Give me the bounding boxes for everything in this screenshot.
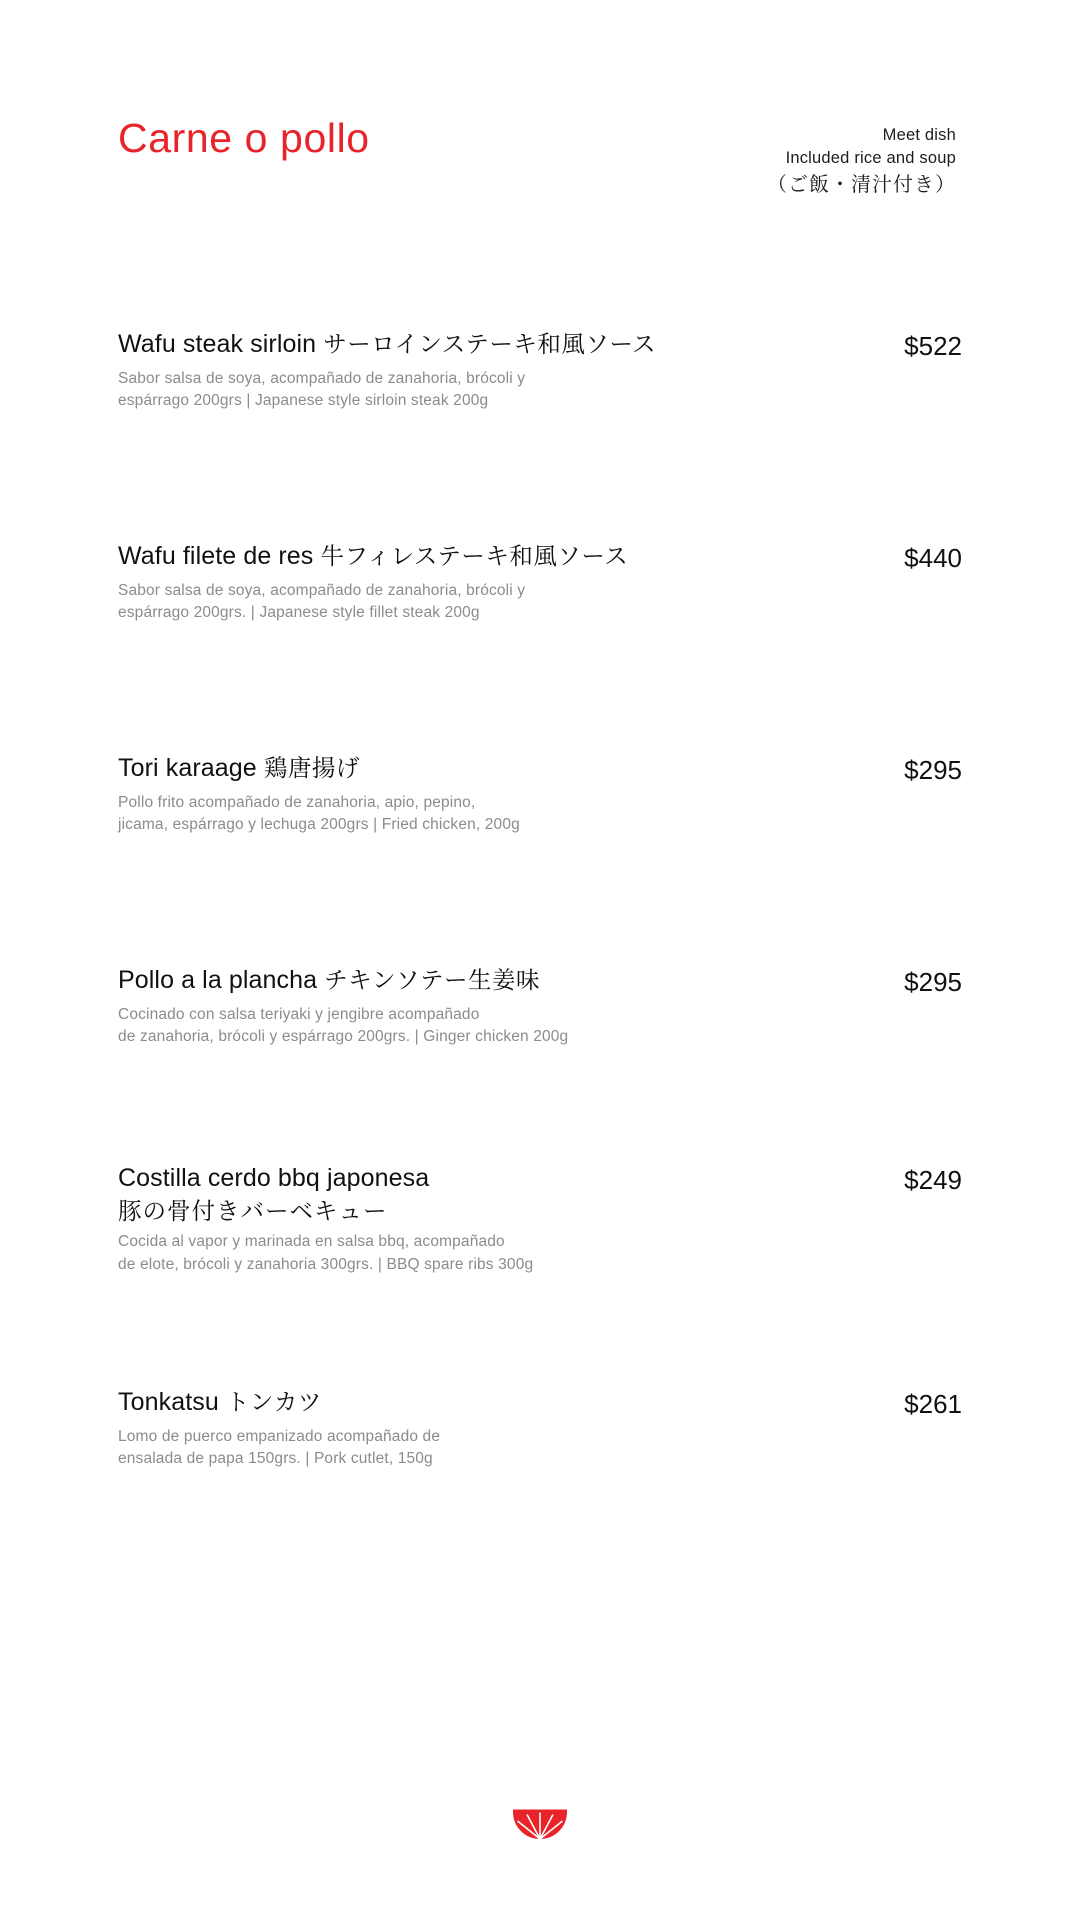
menu-item-description <box>118 368 758 413</box>
menu-item-name-jp: 牛フィレステーキ和風ソース <box>320 543 629 569</box>
menu-item-name-es: Wafu filete de res <box>118 542 321 570</box>
menu-item-names <box>118 754 360 784</box>
menu-item-description-line1: Sabor salsa de soya, acompañado de zanahoria, brócoli y <box>118 370 526 387</box>
menu-item-description-line2: espárrago 200grs. | Japanese style fillet steak 200g <box>118 604 480 622</box>
menu-item-price: $249 <box>904 1165 962 1195</box>
menu-item-names <box>118 1164 429 1225</box>
menu-item-name-es: Costilla cerdo bbq japonesa <box>118 1164 430 1192</box>
menu-item-description-line1: Pollo frito acompañado de zanahoria, apio, pepino, <box>118 794 476 811</box>
menu-item-name-es: Pollo a la plancha <box>118 966 325 994</box>
menu-item-name-jp: チキンソテー生姜味 <box>324 967 540 993</box>
menu-item-title <box>118 754 360 784</box>
menu-item-description-line2: de zanahoria, brócoli y espárrago 200grs. | Ginger chicken 200g <box>118 1028 569 1046</box>
menu-item <box>118 330 962 542</box>
menu-item <box>118 1388 962 1471</box>
menu-item-name-jp: 鶏唐揚げ <box>263 755 360 781</box>
menu-item-price: $261 <box>904 1389 962 1419</box>
menu-item-name-es: Tori karaage <box>118 754 264 782</box>
menu-item-description-line2: ensalada de papa 150grs. | Pork cutlet, 150g <box>118 1450 433 1468</box>
header-note-japanese: （ご飯・清汁付き） <box>767 173 956 196</box>
menu-item-header <box>118 966 962 998</box>
menu-item-description-line1: Cocida al vapor y marinada en salsa bbq, acompañado <box>118 1233 505 1251</box>
menu-item-names <box>118 1388 322 1418</box>
menu-item-name-es: Wafu steak sirloin <box>118 330 324 358</box>
menu-item-name-jp: 豚の骨付きバーベキュー <box>118 1197 388 1224</box>
menu-item-header <box>118 330 962 362</box>
header-note-line1: Meet dish <box>882 126 956 144</box>
menu-item-description-line2: jicama, espárrago y lechuga 200grs | Fried chicken, 200g <box>118 816 520 834</box>
menu-item-description-line1: Sabor salsa de soya, acompañado de zanahoria, brócoli y <box>118 582 526 599</box>
menu-item-description-line1: Lomo de puerco empanizado acompañado de <box>118 1428 441 1445</box>
menu-item-name-jp: トンカツ <box>225 1389 322 1415</box>
menu-item-header <box>118 754 962 786</box>
rising-sun-fan-logo-icon <box>510 1808 570 1840</box>
menu-item <box>118 1164 962 1388</box>
header-note-line2: Included rice and soup <box>785 149 956 168</box>
menu-item-header <box>118 542 962 574</box>
page-title: Carne o pollo <box>118 115 370 161</box>
menu-item-title <box>118 1164 429 1225</box>
menu-item-header <box>118 1164 962 1225</box>
menu-item-description <box>118 792 758 837</box>
menu-item-list <box>118 330 962 1471</box>
menu-item-title <box>118 966 540 996</box>
menu-header <box>118 115 962 228</box>
menu-item <box>118 966 962 1164</box>
menu-item-description <box>118 1004 758 1049</box>
menu-item-name-jp: サーロインステーキ和風ソース <box>323 331 657 357</box>
menu-item-description <box>118 1426 758 1471</box>
menu-item-description-line2: espárrago 200grs | Japanese style sirloin steak 200g <box>118 392 489 410</box>
menu-item-price: $522 <box>904 331 962 361</box>
menu-item-description-line2: de elote, brócoli y zanahoria 300grs. | BBQ spare ribs 300g <box>118 1255 534 1273</box>
menu-item <box>118 754 962 966</box>
menu-item-description-line1: Cocinado con salsa teriyaki y jengibre acompañado <box>118 1006 480 1023</box>
menu-item-price: $295 <box>904 755 962 785</box>
menu-item-names <box>118 542 628 572</box>
menu-item-price: $440 <box>904 543 962 573</box>
footer <box>0 1808 1080 1840</box>
menu-item-name-es: Tonkatsu <box>118 1388 226 1416</box>
menu-item-description <box>118 1231 758 1276</box>
menu-item-title <box>118 1388 322 1418</box>
menu-item <box>118 542 962 754</box>
menu-item-price: $295 <box>904 967 962 997</box>
header-note <box>767 124 956 199</box>
menu-item-names <box>118 330 656 360</box>
menu-item-names <box>118 966 540 996</box>
menu-item-header <box>118 1388 962 1420</box>
menu-item-title <box>118 542 628 572</box>
menu-item-description <box>118 580 758 625</box>
menu-item-title <box>118 330 656 360</box>
